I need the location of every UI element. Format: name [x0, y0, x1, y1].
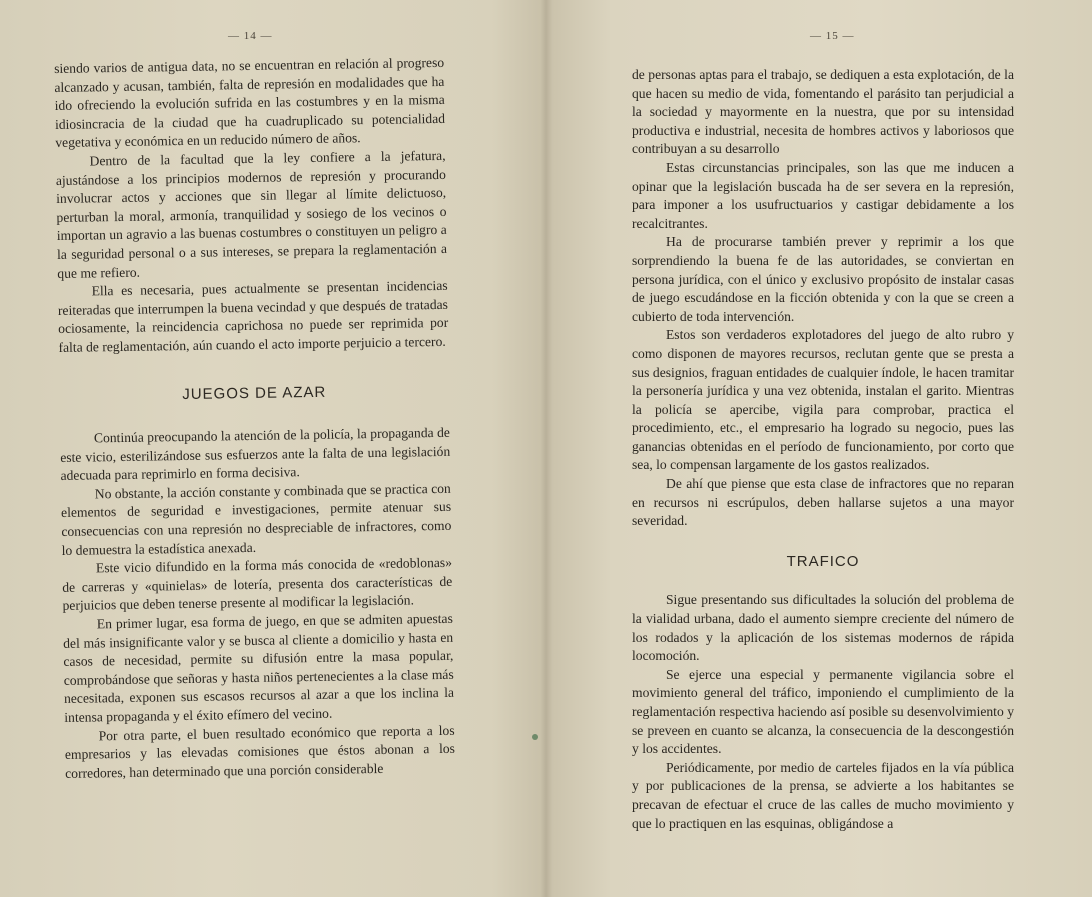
paragraph: Ella es necesaria, pues actualmente se presentan incidencias reiteradas que interrumpen la buena vecindad y que después de tratadas ociosamente, la reincidencia caprichosa no puede ser reprimida por falta de reglamentación, aún cuando el acto importe perjuicio a tercero.: [57, 277, 449, 355]
section-heading: TRAFICO: [786, 552, 860, 570]
page-number: — 14 —: [228, 30, 273, 42]
paragraph: Estas circunstancias principales, son las que me inducen a opinar que la legislación buscada ha de ser severa en la represión, para imponer a los usufructuarios y castigar debidamente a los recalcitrantes.: [632, 159, 1014, 231]
text-column: [632, 66, 1014, 833]
paragraph: Periódicamente, por medio de carteles fijados en la vía pública y por publicaciones de la prensa, se advierte a los habitantes se precavan de efectuar el cruce de las calles de mucho movimiento y que lo practiquen en las esquinas, obligándose a: [632, 759, 1014, 831]
paragraph: En primer lugar, esa forma de juego, en que se admiten apuestas del más insignificante valor y se busca al cliente a domicilio y hasta en casos de necesidad, permite su difusión entre la masa popular, comprobándose que señoras y hasta niños pertenecientes a la clase más necesitada, exponen sus escasos recursos al azar a que los inclina la intensa propaganda y el éxito efímero del vecino.: [63, 610, 455, 725]
binding-mark: [532, 734, 538, 740]
paragraph: de personas aptas para el trabajo, se dediquen a esta explotación, de la que hacen su medio de vida, fomentando el parásito tan perjudicial a la sociedad y mayormente en la nuestra, que por su intensidad productiva e industrial, necesita de hombres activos y laboriosos que contribuyan a su desarrollo: [632, 67, 1014, 157]
page-number: — 15 —: [810, 30, 855, 42]
paragraph: De ahí que piense que esta clase de infractores que no reparan en recursos ni escrúpulos, deben hallarse sujetos a una mayor severidad.: [632, 476, 1014, 529]
section-heading: JUEGOS DE AZAR: [182, 383, 327, 403]
paragraph: Por otra parte, el buen resultado económico que reporta a los empresarios y las elevadas comisiones que éstos abonan a los corredores, han determinado que una porción considerable: [64, 722, 455, 781]
paragraph: Continúa preocupando la atención de la policía, la propaganda de este vicio, esterilizándose sus esfuerzos ante la falta de una legislación adecuada para reprimirlo en forma decisiva.: [60, 424, 451, 484]
right-page: [540, 0, 1092, 897]
paragraph: Sigue presentando sus dificultades la solución del problema de la vialidad urbana, dado el aumento siempre creciente del número de los rodados y la aplicación de los sistemas modernos de rápida locomoción.: [632, 592, 1014, 664]
paragraph: siendo varios de antigua data, no se encuentran en relación al progreso alcanzado y acusan, también, falta de represión en modalidades que ha ido ofreciendo la evolución sufrida en las costumbres y en la misma idiosincracia de la ciudad que ha cuadruplicado su potencialidad vegetativa y económica en un reducido número de años.: [54, 54, 446, 151]
left-page: [0, 0, 532, 897]
paragraph: Ha de procurarse también prever y reprimir a los que sorprendiendo la buena fe de las autoridades, se conviertan en persona jurídica, con el único y exclusivo propósito de instalar casas de juego escudándose en la ficción obtenida y con la que se creen a cubierto de toda intervención.: [632, 234, 1014, 324]
paragraph: Se ejerce una especial y permanente vigilancia sobre el movimiento general del tráfico, imponiendo el cumplimiento de la reglamentación respectiva haciendo así posible su desenvolvimiento y se preveen en cuanto se alcanza, la consecuencia de la descongestión y los accidentes.: [632, 666, 1014, 757]
paragraph: Dentro de la facultad que la ley confiere a la jefatura, ajustándose a los principios modernos de represión y procurando involucrar actos y acciones que sin llegar al límite delictuoso, perturban la moral, armonía, tranquilidad y sosiego de los vecinos o importan un agravio a las buenas costumbres o constituyen un peligro a la seguridad personal o a sus intereses, se prepara la reglamentación a que me refiero.: [55, 147, 448, 281]
paragraph: No obstante, la acción constante y combinada que se practica con elementos de seguridad e investigaciones, permite atenuar sus consecuencias con una represión no despreciable de infractores, como lo demuestra la estadística anexada.: [60, 480, 452, 558]
paragraph: Este vicio difundido en la forma más conocida de «redoblonas» de carreras y «quinielas» de lotería, presenta dos características de perjuicios que deben tenerse presente al modificar la legislación.: [62, 555, 453, 614]
text-column: [54, 54, 455, 783]
paragraph: Estos son verdaderos explotadores del juego de alto rubro y como disponen de mayores recursos, reclutan gente que se presta a sus designios, fraguan entidades de cualquier índole, le hacen tramitar la personería jurídica y una vez obtenida, instalan el garito. Mientras la policía se apercibe, vigila para comprobar, practica el procedimiento, etc., el empresario ha logrado su negocio, pues las ganancias obtenidas en el período de funcionamiento, por corto que sea, lo compensan largamente de los gastos realizados.: [632, 327, 1014, 473]
